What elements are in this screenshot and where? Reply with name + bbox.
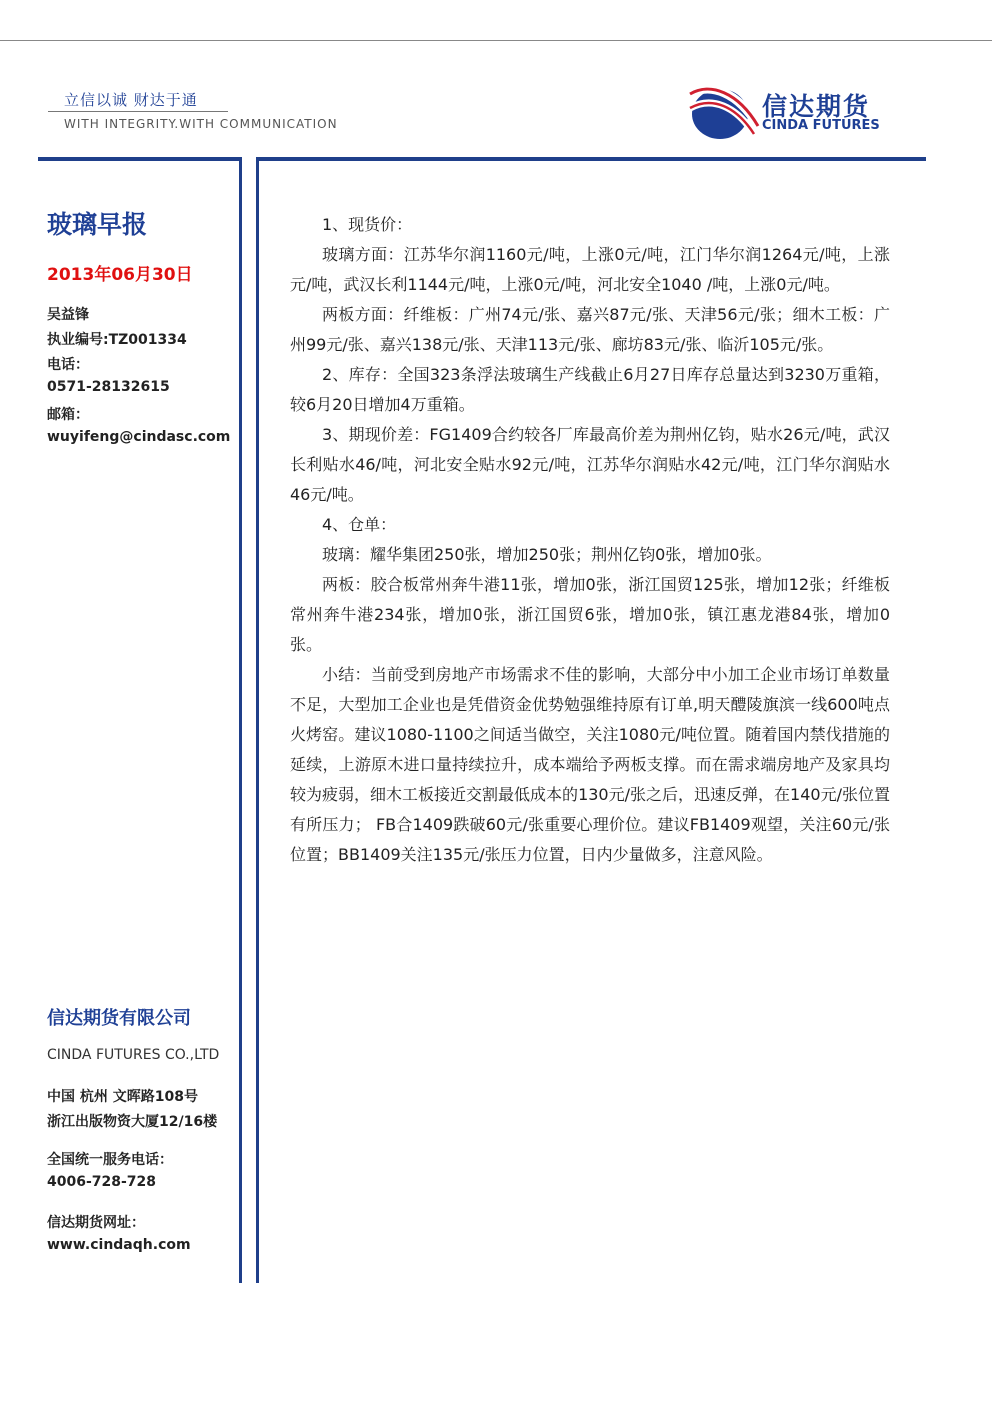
header-rule-right: [258, 157, 926, 161]
board-spot-paragraph: 两板方面：纤维板：广州74元/张、嘉兴87元/张、天津56元/张；细木工板：广州99元/张、嘉兴138元/张、天津113元/张、廊坊83元/张、临沂105元/张。: [290, 305, 890, 354]
phone-label: 电话：: [47, 357, 89, 373]
glass-spot-paragraph: 玻璃方面：江苏华尔润1160元/吨，上涨0元/吨，江门华尔润1264元/吨，上涨元/吨，武汉长利1144元/吨，上涨0元/吨，河北安全1040 /吨，上涨0元/吨。: [290, 245, 890, 294]
header-rule-left: [38, 157, 242, 161]
logo-text-cn: 信达期货: [762, 92, 871, 121]
slogan-en: WITH INTEGRITY.WITH COMMUNICATION: [64, 117, 338, 131]
hotline-label: 全国统一服务电话：: [47, 1152, 173, 1168]
report-title: 玻璃早报: [47, 210, 148, 239]
section-spot-price-heading: 1、现货价：: [322, 215, 413, 234]
website-label: 信达期货网址：: [47, 1215, 145, 1231]
slogan-cn: 立信以诚 财达于通: [64, 91, 198, 109]
top-divider: [0, 40, 992, 41]
phone-number: 0571-28132615: [47, 379, 170, 395]
glass-receipt-paragraph: 玻璃：耀华集团250张，增加250张；荆州亿钧0张，增加0张。: [322, 545, 772, 564]
email-label: 邮箱：: [47, 407, 89, 423]
cinda-logo-icon: [688, 82, 760, 142]
company-name-cn: 信达期货有限公司: [47, 1008, 191, 1029]
board-receipt-paragraph: 两板：胶合板常州奔牛港11张，增加0张，浙江国贸125张，增加12张；纤维板常州奔牛港234张，增加0张，浙江国贸6张，增加0张，镇江惠龙港84张，增加0张。: [290, 575, 890, 654]
cinda-logo: [688, 82, 928, 142]
report-body: [290, 210, 890, 870]
slogan-underline: [48, 111, 228, 112]
hotline-number: 4006-728-728: [47, 1174, 157, 1190]
address-line-1: 中国 杭州 文晖路108号: [47, 1089, 198, 1105]
sidebar-divider-left: [239, 157, 242, 1283]
company-name-en: CINDA FUTURES CO.,LTD: [47, 1047, 220, 1063]
basis-paragraph: 3、期现价差：FG1409合约较各厂库最高价差为荆州亿钧，贴水26元/吨，武汉长利贴水46/吨，河北安全贴水92元/吨，江苏华尔润贴水42元/吨，江门华尔润贴水46元/吨。: [290, 425, 890, 504]
address-line-2: 浙江出版物资大厦12/16楼: [47, 1114, 218, 1130]
sidebar-divider-right: [256, 157, 259, 1283]
inventory-paragraph: 2、库存：全国323条浮法玻璃生产线截止6月27日库存总量达到3230万重箱，较6月20日增加4万重箱。: [290, 365, 890, 414]
license-number: 执业编号:TZ001334: [47, 332, 187, 348]
website-url[interactable]: www.cindaqh.com: [47, 1237, 191, 1253]
warehouse-receipt-heading: 4、仓单：: [322, 515, 397, 534]
summary-paragraph: 小结：当前受到房地产市场需求不佳的影响，大部分中小加工企业市场订单数量不足，大型加工企业也是凭借资金优势勉强维持原有订单,明天醴陵旗滨一线600吨点火烤窑。建议1080-1100之间适当做空，关注1080元/吨位置。随着国内禁伐措施的延续，上游原木进口量持续拉升，成本端给予两板支撑。而在需求端房地产及家具均较为疲弱，细木工板接近交割最低成本的130元/张之后，迅速反弹，在140元/张位置有所压力； FB合1409跌破60元/张重要心理价位。建议FB1409观望，关注60元/张位置；BB1409关注135元/张压力位置，日内少量做多，注意风险。: [290, 665, 890, 864]
report-date: 2013年06月30日: [47, 265, 193, 285]
analyst-name: 吴益锋: [47, 307, 89, 323]
logo-text-en: CINDA FUTURES: [762, 118, 880, 133]
email-address: wuyifeng@cindasc.com: [47, 429, 231, 445]
